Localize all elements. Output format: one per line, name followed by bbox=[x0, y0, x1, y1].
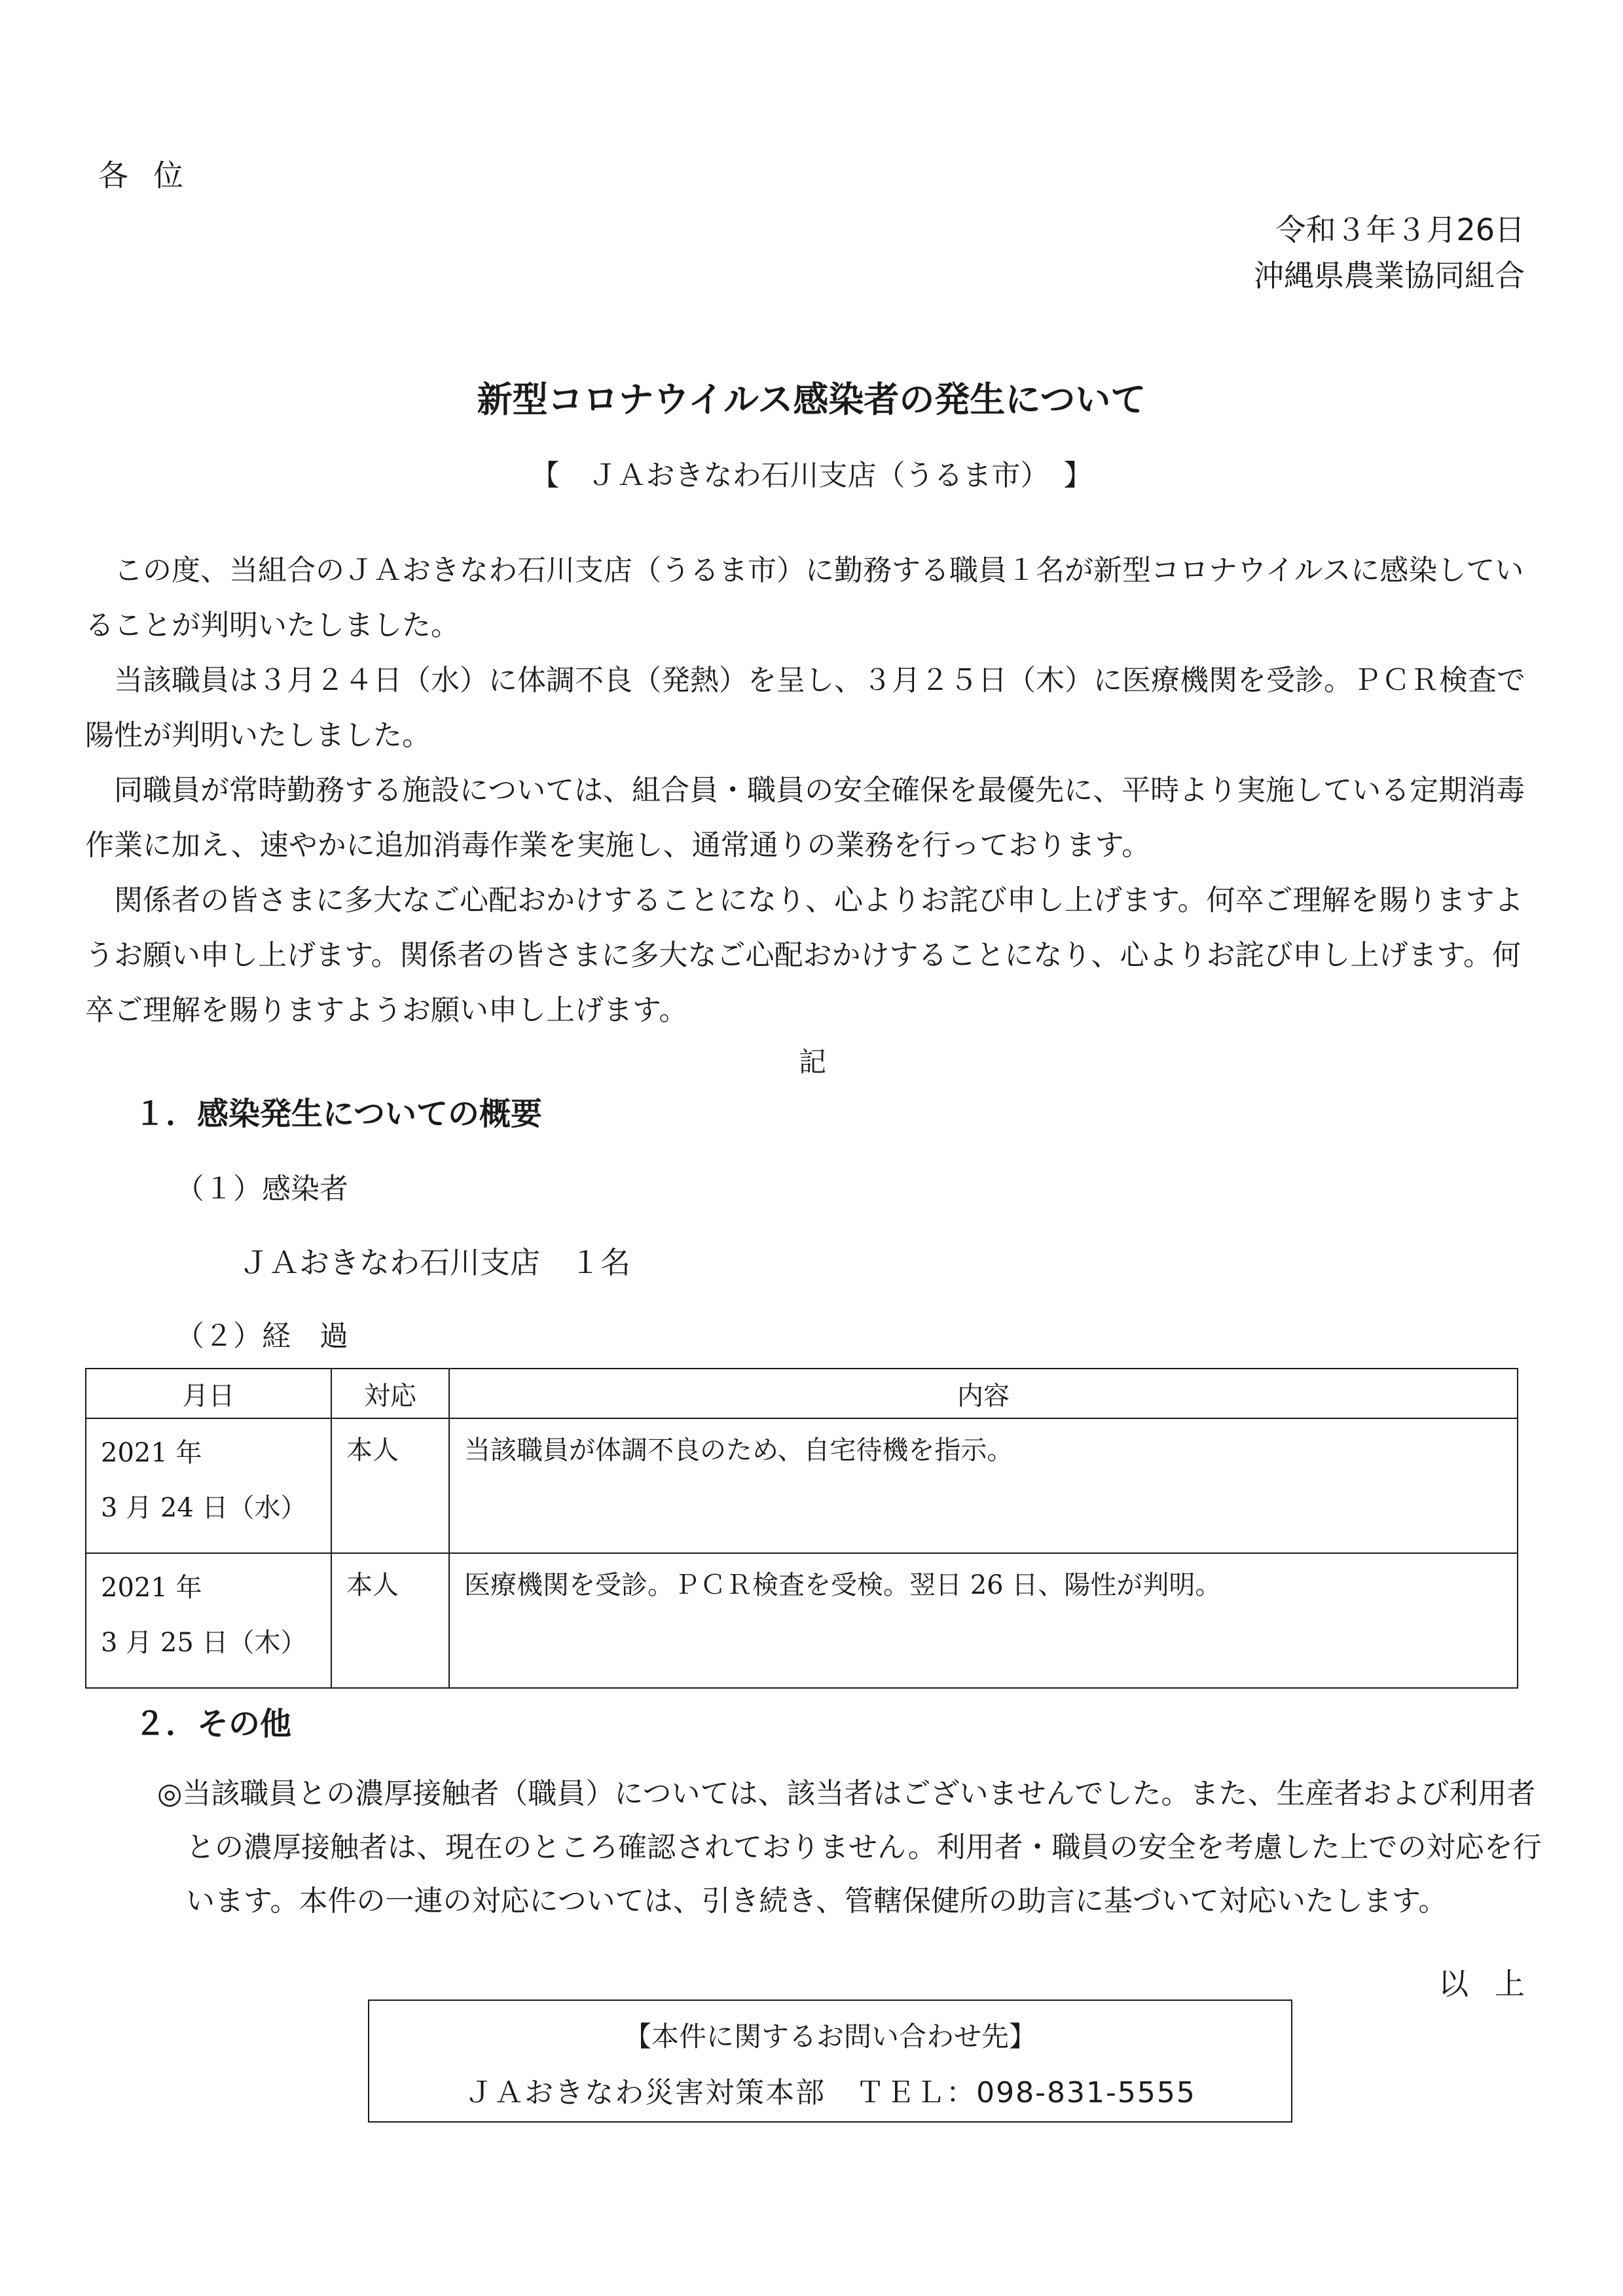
column-header-actor: 対応 bbox=[331, 1369, 449, 1418]
issue-date: 令和３年３月26日 bbox=[1275, 212, 1525, 247]
contact-box bbox=[368, 2000, 1292, 2123]
date-year: 2021 年 bbox=[101, 1438, 202, 1468]
section2-heading: ２．その他 bbox=[134, 1706, 292, 1742]
body-paragraph: 関係者の皆さまに多大なご心配おかけすることになり、心よりお詫び申し上げます。何卒ご理解を賜りますようお願い申し上げます。関係者の皆さまに多大なご心配おかけすることになり、心よりお詫び申し上げます。何卒ご理解を賜りますようお願い申し上げます。 bbox=[85, 884, 1523, 1027]
content-cell: 医療機関を受診。ＰＣＲ検査を受検。翌日 26 日、陽性が判明。 bbox=[449, 1553, 1518, 1688]
document-title: 新型コロナウイルス感染者の発生について bbox=[477, 379, 1146, 420]
body-paragraph: 同職員が常時勤務する施設については、組合員・職員の安全確保を最優先に、平時より実施している定期消毒作業に加え、速やかに追加消毒作業を実施し、通常通りの業務を行っております。 bbox=[85, 774, 1525, 862]
table-row bbox=[86, 1553, 1518, 1688]
closing-mark: 以上 bbox=[1438, 1966, 1551, 2001]
date-day: 3 月 24 日（水） bbox=[101, 1493, 307, 1523]
date-year: 2021 年 bbox=[101, 1573, 202, 1603]
content-cell: 当該職員が体調不良のため、自宅待機を指示。 bbox=[449, 1418, 1518, 1553]
date-cell bbox=[86, 1553, 331, 1688]
document-subtitle: 【 ＪＡおきなわ石川支店（うるま市） 】 bbox=[530, 459, 1093, 492]
actor-cell: 本人 bbox=[331, 1553, 449, 1688]
table-row bbox=[86, 1418, 1518, 1553]
infected-value: ＪＡおきなわ石川支店 １名 bbox=[239, 1245, 630, 1280]
timeline-table bbox=[85, 1368, 1518, 1689]
ki-marker: 記 bbox=[799, 1046, 827, 1078]
column-header-content: 内容 bbox=[449, 1369, 1518, 1418]
progress-label: （２）経 過 bbox=[175, 1319, 348, 1353]
body-text bbox=[85, 543, 1540, 1038]
date-day: 3 月 25 日（木） bbox=[101, 1628, 307, 1658]
date-cell bbox=[86, 1418, 331, 1553]
body-paragraph: この度、当組合のＪＡおきなわ石川支店（うるま市）に勤務する職員１名が新型コロナウイルスに感染していることが判明いたしました。 bbox=[85, 554, 1524, 642]
other-notes: ◎当該職員との濃厚接触者（職員）については、該当者はございませんでした。また、生産者および利用者との濃厚接触者は、現在のところ確認されておりません。利用者・職員の安全を考慮した上での対応を行います。本件の一連の対応については、引き続き、管轄保健所の助言に基づいて対応いたします。 bbox=[157, 1777, 1542, 1918]
table-header-row bbox=[86, 1369, 1518, 1418]
contact-heading: 【本件に関するお問い合わせ先】 bbox=[623, 2020, 1036, 2053]
issuer-name: 沖縄県農業協同組合 bbox=[1254, 258, 1525, 293]
body-paragraph: 当該職員は３月２４日（水）に体調不良（発熱）を呈し、３月２５日（木）に医療機関を受診。ＰＣＲ検査で陽性が判明いたしました。 bbox=[85, 664, 1525, 752]
actor-cell: 本人 bbox=[331, 1418, 449, 1553]
contact-info: ＪＡおきなわ災害対策本部 ＴＥＬ：098-831-5555 bbox=[464, 2076, 1196, 2109]
addressee: 各位 bbox=[98, 158, 208, 193]
section1-heading: １．感染発生についての概要 bbox=[134, 1096, 543, 1132]
column-header-date: 月日 bbox=[86, 1369, 331, 1418]
infected-label: （１）感染者 bbox=[175, 1172, 348, 1206]
